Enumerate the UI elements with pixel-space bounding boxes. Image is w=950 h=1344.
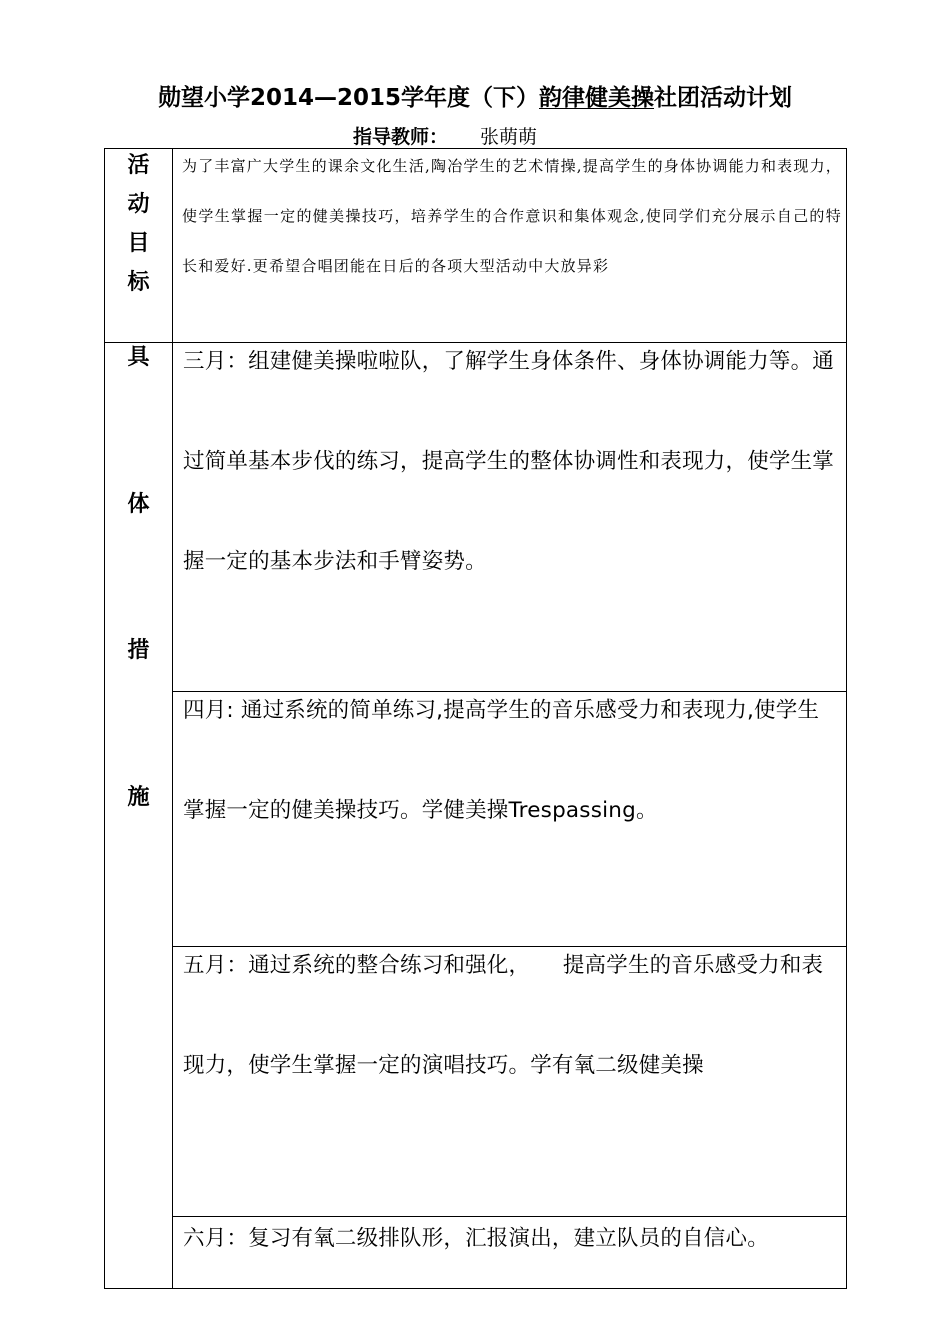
title-club-name: 韵律健美操 [539, 85, 655, 111]
measures-label-char: 体 [127, 491, 150, 517]
teacher-name: 张萌萌 [452, 126, 602, 149]
month-cell-march [173, 343, 847, 692]
measures-label [105, 343, 172, 813]
measures-label-cell [105, 343, 173, 1289]
month-text-may: 五月：通过系统的整合练习和强化， 提高学生的音乐感受力和表现力，使学生掌握一定的演唱技巧。学有氧二级健美操 [183, 953, 824, 1078]
month-row-may [105, 947, 847, 1217]
measures-label-char: 具 [127, 345, 150, 370]
plan-table [104, 148, 847, 1289]
title-prefix: 勋望小学2014—2015学年度（下） [157, 85, 540, 111]
measures-label-char: 施 [127, 784, 150, 810]
goal-label-char: 标 [127, 270, 150, 295]
measures-label-char: 措 [127, 638, 150, 664]
month-cell-may [173, 947, 847, 1217]
goal-label-char: 活 [127, 153, 150, 178]
teacher-label: 指导教师： [353, 126, 449, 148]
goal-label-cell [105, 149, 173, 343]
goal-text: 为了丰富广大学生的课余文化生活,陶冶学生的艺术情操,提高学生的身体协调能力和表现力，使学生掌握一定的健美操技巧，培养学生的合作意识和集体观念,使同学们充分展示自己的特长和爱好.更希望合唱团能在日后的各项大型活动中大放异彩 [182, 157, 842, 275]
month-text-june: 六月：复习有氧二级排队形，汇报演出，建立队员的自信心。 [183, 1226, 769, 1251]
goal-label [105, 149, 172, 300]
month-text-april: 四月: 通过系统的简单练习,提高学生的音乐感受力和表现力,使学生掌握一定的健美操技巧。学健美操Trespassing。 [183, 698, 820, 823]
month-row-march [105, 343, 847, 692]
goal-label-char: 动 [127, 192, 150, 217]
month-cell-april [173, 692, 847, 947]
month-row-june [105, 1217, 847, 1289]
month-cell-june [173, 1217, 847, 1289]
page-title [0, 83, 950, 113]
month-text-march: 三月：组建健美操啦啦队，了解学生身体条件、身体协调能力等。通过简单基本步伐的练习，提高学生的整体协调性和表现力，使学生掌握一定的基本步法和手臂姿势。 [183, 349, 835, 574]
goal-label-char: 目 [127, 231, 150, 256]
title-suffix: 社团活动计划 [654, 85, 793, 111]
month-row-april [105, 692, 847, 947]
